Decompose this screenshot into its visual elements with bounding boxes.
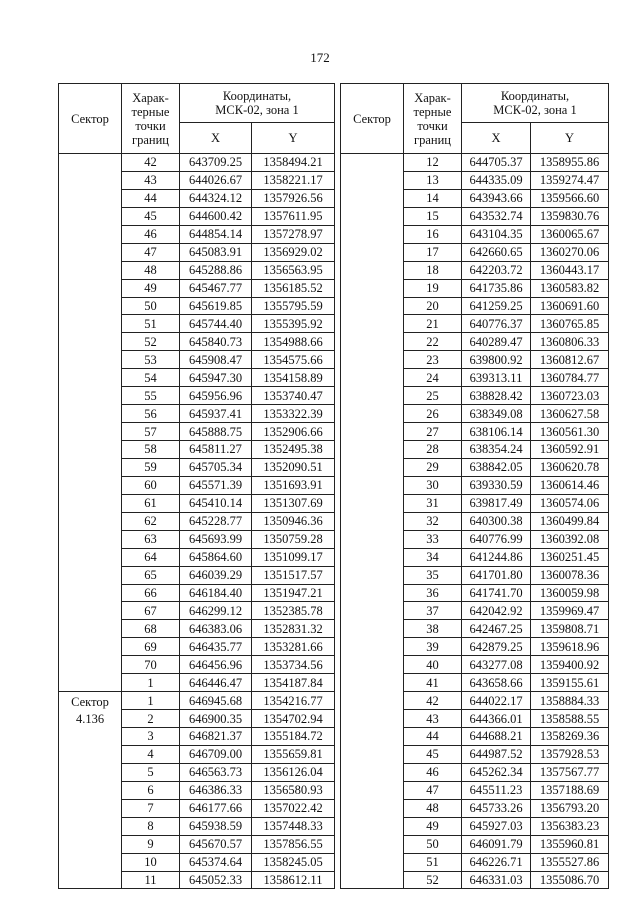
coord-x: 644854.14 (180, 225, 252, 243)
coord-x: 642660.65 (462, 243, 531, 261)
coord-y: 1354575.66 (252, 351, 335, 369)
coord-x: 645947.30 (180, 369, 252, 387)
point-number: 70 (122, 656, 180, 674)
point-number: 4 (122, 745, 180, 763)
point-number: 15 (404, 207, 462, 225)
point-number: 13 (404, 171, 462, 189)
coord-y: 1355527.86 (531, 853, 609, 871)
table-row (59, 692, 335, 710)
point-number: 27 (404, 423, 462, 441)
coord-x: 646821.37 (180, 728, 252, 746)
coord-x: 643277.08 (462, 656, 531, 674)
coord-y: 1356383.23 (531, 817, 609, 835)
coord-x: 640776.99 (462, 530, 531, 548)
point-number: 14 (404, 189, 462, 207)
point-number: 59 (122, 458, 180, 476)
point-number: 54 (122, 369, 180, 387)
header-y: Y (252, 123, 335, 154)
header-points-line4: границ (414, 132, 451, 147)
coord-y: 1358955.86 (531, 154, 609, 172)
coord-x: 641244.86 (462, 548, 531, 566)
coord-y: 1358269.36 (531, 728, 609, 746)
coord-y: 1350759.28 (252, 530, 335, 548)
header-coordinates-line1: Координаты, (500, 89, 570, 103)
coord-y: 1351517.57 (252, 566, 335, 584)
point-number: 37 (404, 602, 462, 620)
coord-x: 645908.47 (180, 351, 252, 369)
coord-x: 646435.77 (180, 638, 252, 656)
coord-x: 638349.08 (462, 405, 531, 423)
sector-label (341, 156, 403, 173)
point-number: 48 (122, 261, 180, 279)
coord-y: 1354216.77 (252, 692, 335, 710)
coord-y: 1360723.03 (531, 387, 609, 405)
coord-y: 1360806.33 (531, 333, 609, 351)
coord-x: 640289.47 (462, 333, 531, 351)
coord-x: 642879.25 (462, 638, 531, 656)
page-number: 172 (310, 50, 330, 65)
coord-y: 1360251.45 (531, 548, 609, 566)
coord-x: 646386.33 (180, 781, 252, 799)
coord-x: 642467.25 (462, 620, 531, 638)
coord-y: 1358612.11 (252, 871, 335, 889)
point-number: 29 (404, 458, 462, 476)
point-number: 34 (404, 548, 462, 566)
coord-y: 1360765.85 (531, 315, 609, 333)
point-number: 47 (404, 781, 462, 799)
coord-x: 645927.03 (462, 817, 531, 835)
coord-y: 1354187.84 (252, 674, 335, 692)
point-number: 40 (404, 656, 462, 674)
point-number: 26 (404, 405, 462, 423)
coord-x: 646226.71 (462, 853, 531, 871)
point-number: 25 (404, 387, 462, 405)
sector-cell (341, 154, 404, 889)
point-number: 10 (122, 853, 180, 871)
point-number: 41 (404, 674, 462, 692)
coord-x: 644688.21 (462, 728, 531, 746)
coord-x: 644022.17 (462, 692, 531, 710)
header-coordinates (180, 84, 335, 123)
point-number: 36 (404, 584, 462, 602)
coord-y: 1360065.67 (531, 225, 609, 243)
coord-x: 645840.73 (180, 333, 252, 351)
coord-x: 643532.74 (462, 207, 531, 225)
coord-y: 1360270.06 (531, 243, 609, 261)
coord-y: 1357928.53 (531, 745, 609, 763)
coord-y: 1357448.33 (252, 817, 335, 835)
point-number: 42 (404, 692, 462, 710)
coord-y: 1358245.05 (252, 853, 335, 871)
coord-y: 1360592.91 (531, 441, 609, 459)
point-number: 33 (404, 530, 462, 548)
coord-x: 638842.05 (462, 458, 531, 476)
table-row (59, 154, 335, 172)
coord-x: 643943.66 (462, 189, 531, 207)
coord-y: 1351099.17 (252, 548, 335, 566)
coord-y: 1357926.56 (252, 189, 335, 207)
header-sector: Сектор (59, 84, 122, 154)
point-number: 50 (122, 297, 180, 315)
coord-x: 645511.23 (462, 781, 531, 799)
coord-y: 1355086.70 (531, 871, 609, 889)
point-number: 51 (404, 853, 462, 871)
point-number: 3 (122, 728, 180, 746)
point-number: 44 (122, 189, 180, 207)
coord-x: 645705.34 (180, 458, 252, 476)
coord-x: 645938.59 (180, 817, 252, 835)
point-number: 44 (404, 728, 462, 746)
coord-y: 1359969.47 (531, 602, 609, 620)
sector-label (59, 156, 121, 173)
coord-y: 1360574.06 (531, 494, 609, 512)
sector-label (59, 173, 121, 190)
coord-x: 645374.64 (180, 853, 252, 871)
coord-x: 645288.86 (180, 261, 252, 279)
coord-y: 1360691.60 (531, 297, 609, 315)
point-number: 11 (122, 871, 180, 889)
coord-x: 646091.79 (462, 835, 531, 853)
point-number: 51 (122, 315, 180, 333)
point-number: 12 (404, 154, 462, 172)
point-number: 63 (122, 530, 180, 548)
coord-y: 1360620.78 (531, 458, 609, 476)
coord-x: 644026.67 (180, 171, 252, 189)
coord-x: 645888.75 (180, 423, 252, 441)
coord-y: 1355960.81 (531, 835, 609, 853)
header-points-line3: точки (417, 118, 448, 133)
coord-x: 645228.77 (180, 512, 252, 530)
point-number: 42 (122, 154, 180, 172)
point-number: 16 (404, 225, 462, 243)
coordinates-table-right (340, 83, 609, 889)
point-number: 18 (404, 261, 462, 279)
coord-x: 641735.86 (462, 279, 531, 297)
point-number: 52 (122, 333, 180, 351)
point-number: 45 (122, 207, 180, 225)
point-number: 49 (122, 279, 180, 297)
point-number: 22 (404, 333, 462, 351)
header-x: X (462, 123, 531, 154)
coord-x: 639330.59 (462, 476, 531, 494)
coord-y: 1360392.08 (531, 530, 609, 548)
coord-y: 1359400.92 (531, 656, 609, 674)
coord-x: 645956.96 (180, 387, 252, 405)
coord-x: 643658.66 (462, 674, 531, 692)
point-number: 1 (122, 674, 180, 692)
coord-y: 1352831.32 (252, 620, 335, 638)
coord-y: 1360812.67 (531, 351, 609, 369)
point-number: 46 (404, 763, 462, 781)
point-number: 67 (122, 602, 180, 620)
header-x: X (180, 123, 252, 154)
point-number: 56 (122, 405, 180, 423)
coord-y: 1354158.89 (252, 369, 335, 387)
point-number: 23 (404, 351, 462, 369)
point-number: 35 (404, 566, 462, 584)
point-number: 8 (122, 817, 180, 835)
point-number: 1 (122, 692, 180, 710)
coord-x: 642042.92 (462, 602, 531, 620)
coord-y: 1353740.47 (252, 387, 335, 405)
coord-y: 1360614.46 (531, 476, 609, 494)
coord-x: 645937.41 (180, 405, 252, 423)
header-points-line2: терные (131, 104, 170, 119)
coord-x: 641259.25 (462, 297, 531, 315)
coord-y: 1357188.69 (531, 781, 609, 799)
header-sector: Сектор (341, 84, 404, 154)
coord-y: 1357278.97 (252, 225, 335, 243)
coord-y: 1352495.38 (252, 441, 335, 459)
coord-y: 1358221.17 (252, 171, 335, 189)
coord-x: 646945.68 (180, 692, 252, 710)
point-number: 19 (404, 279, 462, 297)
coord-y: 1357611.95 (252, 207, 335, 225)
coord-y: 1353734.56 (252, 656, 335, 674)
coord-y: 1352090.51 (252, 458, 335, 476)
coord-x: 645052.33 (180, 871, 252, 889)
point-number: 17 (404, 243, 462, 261)
coord-y: 1358494.21 (252, 154, 335, 172)
coord-y: 1354702.94 (252, 710, 335, 728)
coord-x: 645864.60 (180, 548, 252, 566)
coord-y: 1360561.30 (531, 423, 609, 441)
coord-y: 1360583.82 (531, 279, 609, 297)
coord-x: 646446.47 (180, 674, 252, 692)
coord-y: 1360784.77 (531, 369, 609, 387)
point-number: 43 (122, 171, 180, 189)
header-coordinates-line2: МСК-02, зона 1 (493, 103, 577, 117)
point-number: 69 (122, 638, 180, 656)
coord-y: 1360059.98 (531, 584, 609, 602)
coord-x: 646563.73 (180, 763, 252, 781)
coord-x: 645693.99 (180, 530, 252, 548)
coord-x: 646456.96 (180, 656, 252, 674)
point-number: 58 (122, 441, 180, 459)
coord-x: 643709.25 (180, 154, 252, 172)
point-number: 49 (404, 817, 462, 835)
sector-label (341, 173, 403, 190)
coord-x: 644366.01 (462, 710, 531, 728)
point-number: 65 (122, 566, 180, 584)
point-number: 2 (122, 710, 180, 728)
coord-x: 641741.70 (462, 584, 531, 602)
header-points-line1: Харак- (414, 90, 451, 105)
coord-x: 639817.49 (462, 494, 531, 512)
point-number: 5 (122, 763, 180, 781)
point-number: 62 (122, 512, 180, 530)
coord-x: 646039.29 (180, 566, 252, 584)
coord-x: 645262.34 (462, 763, 531, 781)
header-points (122, 84, 180, 154)
coord-y: 1353322.39 (252, 405, 335, 423)
coord-y: 1358884.33 (531, 692, 609, 710)
point-number: 47 (122, 243, 180, 261)
coord-y: 1352385.78 (252, 602, 335, 620)
coord-x: 641701.80 (462, 566, 531, 584)
coord-x: 644600.42 (180, 207, 252, 225)
coord-x: 644705.37 (462, 154, 531, 172)
coord-x: 644324.12 (180, 189, 252, 207)
point-number: 48 (404, 799, 462, 817)
point-number: 43 (404, 710, 462, 728)
point-number: 66 (122, 584, 180, 602)
coord-y: 1356580.93 (252, 781, 335, 799)
point-number: 46 (122, 225, 180, 243)
point-number: 39 (404, 638, 462, 656)
coord-y: 1355184.72 (252, 728, 335, 746)
point-number: 55 (122, 387, 180, 405)
coord-y: 1356563.95 (252, 261, 335, 279)
coord-x: 640776.37 (462, 315, 531, 333)
point-number: 64 (122, 548, 180, 566)
coord-y: 1360499.84 (531, 512, 609, 530)
coord-x: 640300.38 (462, 512, 531, 530)
coord-x: 645733.26 (462, 799, 531, 817)
table-row (341, 154, 609, 172)
coord-x: 645083.91 (180, 243, 252, 261)
point-number: 57 (122, 423, 180, 441)
coord-y: 1359618.96 (531, 638, 609, 656)
coord-x: 646177.66 (180, 799, 252, 817)
header-coordinates (462, 84, 609, 123)
coord-y: 1356185.52 (252, 279, 335, 297)
coord-x: 638828.42 (462, 387, 531, 405)
point-number: 6 (122, 781, 180, 799)
coord-x: 645619.85 (180, 297, 252, 315)
coord-x: 645744.40 (180, 315, 252, 333)
coord-y: 1355659.81 (252, 745, 335, 763)
sector-label: 4.136 (75, 712, 105, 727)
point-number: 45 (404, 745, 462, 763)
coord-y: 1360078.36 (531, 566, 609, 584)
coord-x: 644987.52 (462, 745, 531, 763)
coord-y: 1358588.55 (531, 710, 609, 728)
coord-y: 1356929.02 (252, 243, 335, 261)
point-number: 52 (404, 871, 462, 889)
point-number: 32 (404, 512, 462, 530)
coord-y: 1353281.66 (252, 638, 335, 656)
header-points-line3: точки (135, 118, 166, 133)
header-points-line4: границ (132, 132, 169, 147)
coord-x: 646331.03 (462, 871, 531, 889)
point-number: 9 (122, 835, 180, 853)
coordinates-table-left (58, 83, 335, 889)
point-number: 53 (122, 351, 180, 369)
point-number: 20 (404, 297, 462, 315)
coord-x: 639313.11 (462, 369, 531, 387)
coord-y: 1359566.60 (531, 189, 609, 207)
coord-x: 642203.72 (462, 261, 531, 279)
coord-x: 646709.00 (180, 745, 252, 763)
coord-y: 1351307.69 (252, 494, 335, 512)
coord-y: 1359155.61 (531, 674, 609, 692)
sector-cell (59, 692, 122, 889)
point-number: 38 (404, 620, 462, 638)
coord-y: 1359830.76 (531, 207, 609, 225)
header-y: Y (531, 123, 609, 154)
header-points-line2: терные (413, 104, 452, 119)
header-coordinates-line2: МСК-02, зона 1 (215, 103, 299, 117)
coord-y: 1352906.66 (252, 423, 335, 441)
coord-x: 638354.24 (462, 441, 531, 459)
coord-y: 1350946.36 (252, 512, 335, 530)
coord-y: 1351947.21 (252, 584, 335, 602)
coord-y: 1351693.91 (252, 476, 335, 494)
coord-y: 1357022.42 (252, 799, 335, 817)
coord-y: 1357567.77 (531, 763, 609, 781)
coord-x: 645571.39 (180, 476, 252, 494)
point-number: 31 (404, 494, 462, 512)
point-number: 61 (122, 494, 180, 512)
coord-x: 646299.12 (180, 602, 252, 620)
coord-y: 1356126.04 (252, 763, 335, 781)
coord-y: 1359274.47 (531, 171, 609, 189)
coord-x: 644335.09 (462, 171, 531, 189)
point-number: 7 (122, 799, 180, 817)
point-number: 21 (404, 315, 462, 333)
coord-x: 646184.40 (180, 584, 252, 602)
coord-y: 1355795.59 (252, 297, 335, 315)
coord-x: 645670.57 (180, 835, 252, 853)
header-coordinates-line1: Координаты, (222, 89, 292, 103)
coord-x: 645410.14 (180, 494, 252, 512)
coord-y: 1355395.92 (252, 315, 335, 333)
point-number: 50 (404, 835, 462, 853)
point-number: 60 (122, 476, 180, 494)
coord-y: 1354988.66 (252, 333, 335, 351)
header-points (404, 84, 462, 154)
coord-x: 646900.35 (180, 710, 252, 728)
coord-x: 645811.27 (180, 441, 252, 459)
coord-x: 638106.14 (462, 423, 531, 441)
sector-label: Сектор (71, 695, 109, 710)
point-number: 30 (404, 476, 462, 494)
header-points-line1: Харак- (132, 90, 169, 105)
coord-y: 1359808.71 (531, 620, 609, 638)
coord-x: 645467.77 (180, 279, 252, 297)
coord-x: 639800.92 (462, 351, 531, 369)
coord-y: 1356793.20 (531, 799, 609, 817)
point-number: 28 (404, 441, 462, 459)
coord-x: 646383.06 (180, 620, 252, 638)
sector-cell (59, 154, 122, 692)
coord-y: 1360443.17 (531, 261, 609, 279)
coord-y: 1360627.58 (531, 405, 609, 423)
point-number: 68 (122, 620, 180, 638)
point-number: 24 (404, 369, 462, 387)
coord-x: 643104.35 (462, 225, 531, 243)
coord-y: 1357856.55 (252, 835, 335, 853)
